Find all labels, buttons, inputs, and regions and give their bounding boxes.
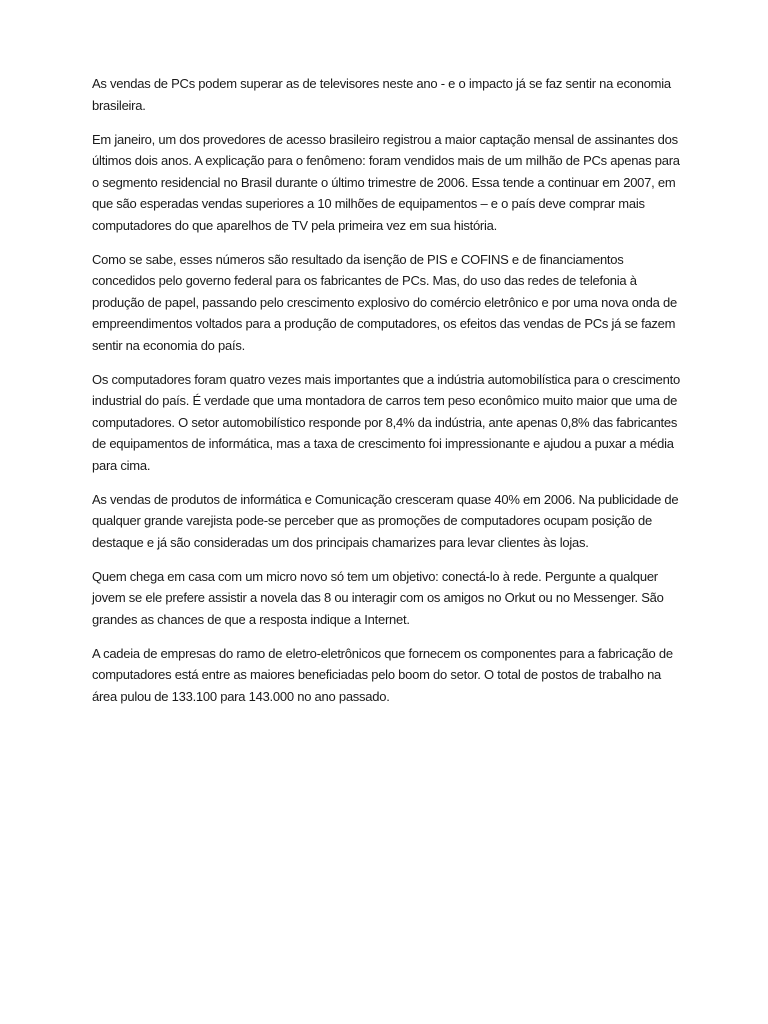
paragraph-2: Em janeiro, um dos provedores de acesso brasileiro registrou a maior captação mensal de assinantes dos últimos dois anos. A explicação para o fenômeno: foram vendidos mais de um milhão de PCs apenas para o segmento residencial no Brasil durante o último trimestre de 2006. Essa tende a continuar em 2007, em que são esperadas vendas superiores a 10 milhões de equipamentos – e o país deve comprar mais computadores do que aparelhos de TV pela primeira vez em sua história.: [92, 131, 680, 233]
paragraph-3: Como se sabe, esses números são resultado da isenção de PIS e COFINS e de financiamentos concedidos pelo governo federal para os fabricantes de PCs. Mas, do uso das redes de telefonia à produção de papel, passando pelo crescimento explosivo do comércio eletrônico e por uma nova onda de empreendimentos voltados para a produção de computadores, os efeitos das vendas de PCs já se fazem sentir na economia do país.: [92, 251, 677, 353]
paragraph-4: Os computadores foram quatro vezes mais importantes que a indústria automobilística para o crescimento industrial do país. É verdade que uma montadora de carros tem peso econômico muito maior que uma de computadores. O setor automobilístico responde por 8,4% da indústria, ante apenas 0,8% das fabricantes de equipamentos de informática, mas a taxa de crescimento foi impressionante e ajudou a puxar a média para cima.: [92, 371, 680, 473]
paragraph-6: Quem chega em casa com um micro novo só tem um objetivo: conectá-lo à rede. Pergunte a qualquer jovem se ele prefere assistir a novela das 8 ou interagir com os amigos no Orkut ou no Messenger. São grandes as chances de que a resposta indique a Internet.: [92, 568, 664, 627]
paragraph-5: As vendas de produtos de informática e Comunicação cresceram quase 40% em 2006. Na publicidade de qualquer grande varejista pode-se perceber que as promoções de computadores ocupam posição de destaque e já são consideradas um dos principais chamarizes para levar clientes às lojas.: [92, 491, 679, 550]
document-body: [92, 73, 682, 720]
paragraph-7: A cadeia de empresas do ramo de eletro-eletrônicos que fornecem os componentes para a fabricação de computadores está entre as maiores beneficiadas pelo boom do setor. O total de postos de trabalho na área pulou de 133.100 para 143.000 no ano passado.: [92, 645, 673, 704]
paragraph-1: As vendas de PCs podem superar as de televisores neste ano - e o impacto já se faz sentir na economia brasileira.: [92, 76, 671, 113]
